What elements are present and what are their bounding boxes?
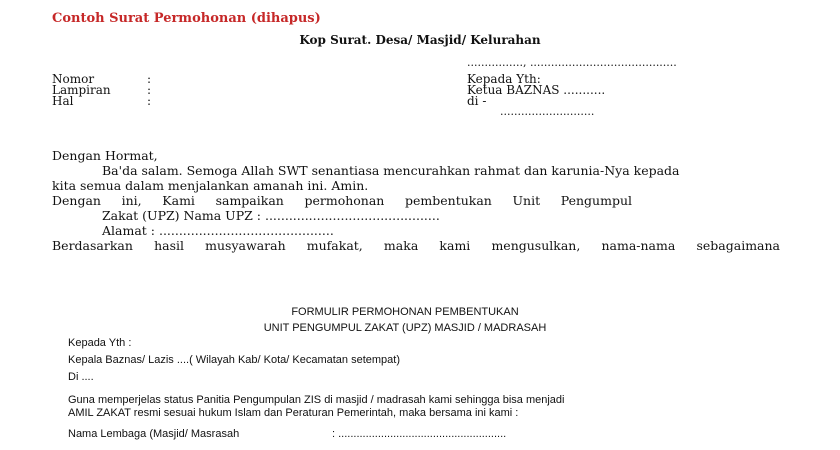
greeting: Dengan Hormat,	[52, 148, 158, 163]
recipient-block	[467, 74, 605, 107]
upz-name-line: Zakat (UPZ) Nama UPZ : ............................................	[102, 208, 440, 223]
form-paragraph-1: Guna memperjelas status Panitia Pengumpulan ZIS di masjid / madrasah kami sehingga bisa menjadi	[68, 394, 565, 406]
meta-separator: :	[147, 94, 152, 108]
date-line: ................, ..........................................	[467, 56, 677, 69]
meta-separator: :	[147, 83, 152, 97]
form-field-label: Nama Lembaga (Masjid/ Masrasah	[68, 428, 240, 440]
body-paragraph-3: Berdasarkan hasil musyawarah mufakat, maka kami mengusulkan, nama-nama sebagaimana	[52, 238, 780, 253]
document-label: Contoh Surat Permohonan (dihapus)	[52, 11, 321, 26]
form-paragraph-2: AMIL ZAKAT resmi sesuai hukum Islam dan Peraturan Pemerintah, maka bersama ini kami :	[68, 407, 519, 419]
address-line: Alamat : ............................................	[102, 223, 334, 238]
meta-separator: :	[147, 72, 152, 86]
recipient-place-dots: ...........................	[500, 105, 595, 118]
recipient-line: Kepada Yth:	[467, 72, 541, 86]
form-to: Kepada Yth :	[68, 337, 132, 349]
body-paragraph-2: Dengan ini, Kami sampaikan permohonan pembentukan Unit Pengumpul	[52, 193, 632, 208]
letter-meta	[52, 74, 151, 107]
meta-label: Lampiran	[52, 83, 111, 97]
body-paragraph-1: Ba'da salam. Semoga Allah SWT senantiasa mencurahkan rahmat dan karunia-Nya kepada	[102, 163, 680, 178]
recipient-line: di -	[467, 94, 487, 108]
meta-label: Hal	[52, 94, 74, 108]
form-to-name: Kepala Baznas/ Lazis ....( Wilayah Kab/ Kota/ Kecamatan setempat)	[68, 354, 401, 366]
form-to-place: Di ....	[68, 371, 94, 383]
meta-row-hal	[52, 96, 151, 107]
meta-label: Nomor	[52, 72, 95, 86]
form-title: FORMULIR PERMOHONAN PEMBENTUKAN	[291, 306, 519, 318]
body-paragraph-1-cont: kita semua dalam menjalankan amanah ini. Amin.	[52, 178, 369, 193]
letterhead-title: Kop Surat. Desa/ Masjid/ Kelurahan	[299, 33, 541, 47]
form-subtitle: UNIT PENGUMPUL ZAKAT (UPZ) MASJID / MADRASAH	[263, 322, 547, 334]
form-field-value: : .......................................................	[332, 428, 507, 440]
recipient-line: Ketua BAZNAS ...........	[467, 83, 606, 97]
